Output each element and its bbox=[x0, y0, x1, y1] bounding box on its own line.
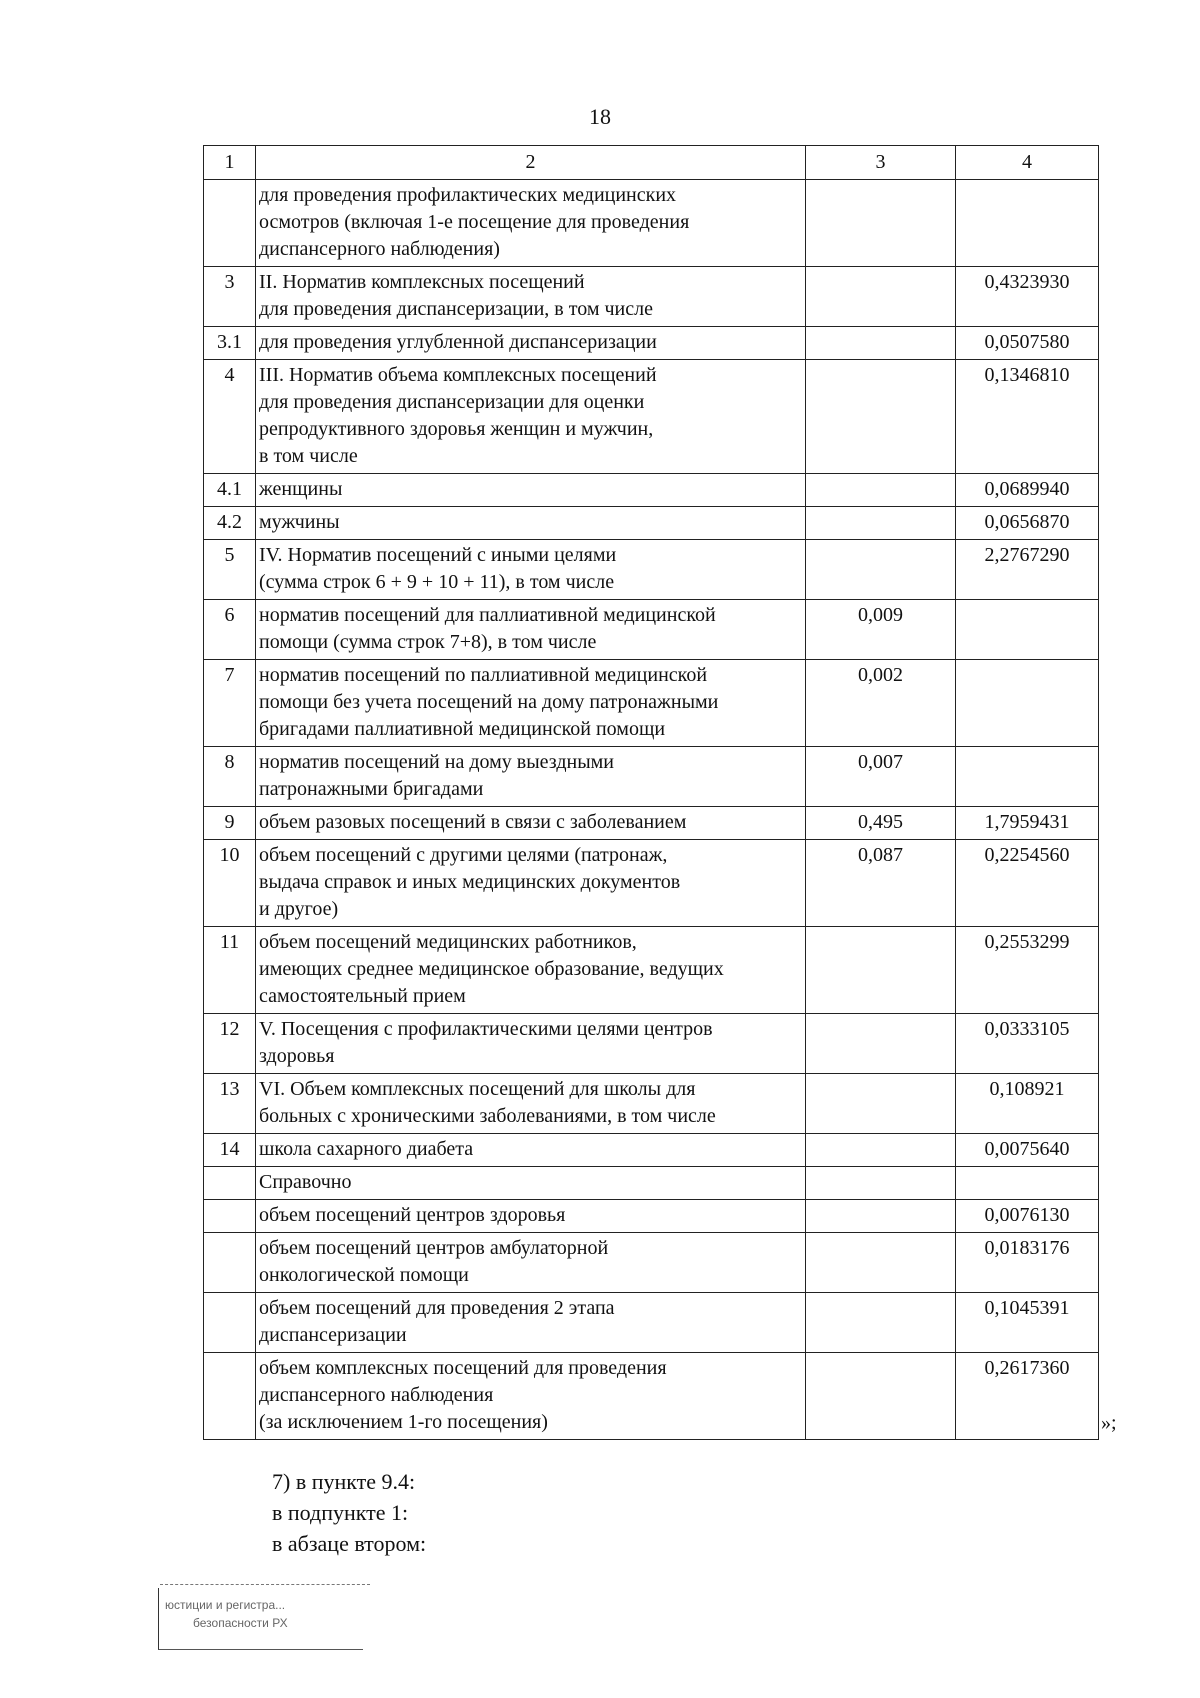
row-value-col3: 0,009 bbox=[806, 600, 956, 660]
row-number bbox=[204, 1200, 256, 1233]
row-value-col4: 0,2553299 bbox=[956, 927, 1099, 1014]
row-number: 10 bbox=[204, 840, 256, 927]
row-value-col4: 0,0656870 bbox=[956, 507, 1099, 540]
row-value-col4: 0,0075640 bbox=[956, 1134, 1099, 1167]
row-value-col3 bbox=[806, 1233, 956, 1293]
table-row bbox=[204, 360, 1099, 474]
row-value-col4 bbox=[956, 180, 1099, 267]
table-row bbox=[204, 1167, 1099, 1200]
table-row bbox=[204, 1233, 1099, 1293]
column-header-3: 3 bbox=[806, 146, 956, 180]
row-value-col4: 0,0183176 bbox=[956, 1233, 1099, 1293]
row-value-col4: 0,0076130 bbox=[956, 1200, 1099, 1233]
row-value-col3 bbox=[806, 327, 956, 360]
row-number: 4 bbox=[204, 360, 256, 474]
row-description: норматив посещений для паллиативной медицинской помощи (сумма строк 7+8), в том числе bbox=[256, 600, 806, 660]
row-value-col4: 0,2254560 bbox=[956, 840, 1099, 927]
row-value-col3: 0,087 bbox=[806, 840, 956, 927]
row-description: школа сахарного диабета bbox=[256, 1134, 806, 1167]
row-value-col3 bbox=[806, 927, 956, 1014]
amendment-item: 7) в пункте 9.4: bbox=[272, 1469, 416, 1494]
row-value-col3 bbox=[806, 1074, 956, 1134]
table-row bbox=[204, 1293, 1099, 1353]
row-value-col4: 0,1045391 bbox=[956, 1293, 1099, 1353]
row-description: объем посещений с другими целями (патронаж, выдача справок и иных медицинских документов и другое) bbox=[256, 840, 806, 927]
row-value-col4 bbox=[956, 1167, 1099, 1200]
row-value-col4 bbox=[956, 600, 1099, 660]
row-number: 12 bbox=[204, 1014, 256, 1074]
table-row bbox=[204, 474, 1099, 507]
row-description: VI. Объем комплексных посещений для школы для больных с хроническими заболеваниями, в том числе bbox=[256, 1074, 806, 1134]
row-description: мужчины bbox=[256, 507, 806, 540]
row-description: V. Посещения с профилактическими целями центров здоровья bbox=[256, 1014, 806, 1074]
row-description: норматив посещений по паллиативной медицинской помощи без учета посещений на дому патронажными бригадами паллиативной медицинской помощи bbox=[256, 660, 806, 747]
row-value-col3: 0,007 bbox=[806, 747, 956, 807]
row-value-col3 bbox=[806, 1293, 956, 1353]
row-number: 3 bbox=[204, 267, 256, 327]
row-description: объем посещений центров здоровья bbox=[256, 1200, 806, 1233]
table-row bbox=[204, 1134, 1099, 1167]
stamp-divider bbox=[160, 1584, 370, 1585]
row-description: объем посещений центров амбулаторной онкологической помощи bbox=[256, 1233, 806, 1293]
table-row bbox=[204, 600, 1099, 660]
row-value-col3 bbox=[806, 267, 956, 327]
table-row bbox=[204, 1014, 1099, 1074]
row-number bbox=[204, 180, 256, 267]
table-row bbox=[204, 180, 1099, 267]
table-header-row bbox=[204, 146, 1099, 180]
table-row bbox=[204, 267, 1099, 327]
row-value-col4 bbox=[956, 660, 1099, 747]
row-number: 5 bbox=[204, 540, 256, 600]
table-body bbox=[204, 180, 1099, 1440]
table-row bbox=[204, 1353, 1099, 1440]
row-value-col4: 0,1346810 bbox=[956, 360, 1099, 474]
row-value-col4 bbox=[956, 747, 1099, 807]
row-description: для проведения профилактических медицинских осмотров (включая 1-е посещение для проведения диспансерного наблюдения) bbox=[256, 180, 806, 267]
table-row bbox=[204, 1074, 1099, 1134]
row-number: 6 bbox=[204, 600, 256, 660]
row-number: 11 bbox=[204, 927, 256, 1014]
column-header-2: 2 bbox=[256, 146, 806, 180]
column-header-4: 4 bbox=[956, 146, 1099, 180]
table-row bbox=[204, 840, 1099, 927]
row-description: III. Норматив объема комплексных посещений для проведения диспансеризации для оценки репродуктивного здоровья женщин и мужчин, в том числе bbox=[256, 360, 806, 474]
row-number: 13 bbox=[204, 1074, 256, 1134]
row-value-col3 bbox=[806, 1167, 956, 1200]
table-row bbox=[204, 927, 1099, 1014]
row-number: 7 bbox=[204, 660, 256, 747]
row-number: 4.1 bbox=[204, 474, 256, 507]
table-row bbox=[204, 1200, 1099, 1233]
subitem-line: в подпункте 1: bbox=[272, 1500, 409, 1525]
paragraph-line: в абзаце втором: bbox=[272, 1531, 427, 1556]
column-header-1: 1 bbox=[204, 146, 256, 180]
row-value-col3: 0,495 bbox=[806, 807, 956, 840]
row-value-col3 bbox=[806, 1200, 956, 1233]
row-number bbox=[204, 1293, 256, 1353]
table-row bbox=[204, 507, 1099, 540]
row-value-col3 bbox=[806, 474, 956, 507]
row-value-col4: 1,7959431 bbox=[956, 807, 1099, 840]
row-value-col3 bbox=[806, 1134, 956, 1167]
row-value-col3 bbox=[806, 1353, 956, 1440]
table-row bbox=[204, 327, 1099, 360]
row-description: Справочно bbox=[256, 1167, 806, 1200]
stamp-line-1: юстиции и регистра... bbox=[165, 1598, 286, 1612]
table-row bbox=[204, 807, 1099, 840]
row-description: объем разовых посещений в связи с заболеванием bbox=[256, 807, 806, 840]
table-row bbox=[204, 540, 1099, 600]
row-value-col3: 0,002 bbox=[806, 660, 956, 747]
row-value-col3 bbox=[806, 540, 956, 600]
row-value-col3 bbox=[806, 360, 956, 474]
stamp-line-2: безопасности РХ bbox=[193, 1616, 288, 1630]
row-value-col3 bbox=[806, 180, 956, 267]
row-description: объем посещений медицинских работников, имеющих среднее медицинское образование, ведущих самостоятельный прием bbox=[256, 927, 806, 1014]
row-value-col3 bbox=[806, 507, 956, 540]
row-description: IV. Норматив посещений с иными целями (сумма строк 6 + 9 + 10 + 11), в том числе bbox=[256, 540, 806, 600]
row-value-col4: 0,0689940 bbox=[956, 474, 1099, 507]
row-number: 3.1 bbox=[204, 327, 256, 360]
row-value-col4: 0,108921 bbox=[956, 1074, 1099, 1134]
row-value-col3 bbox=[806, 1014, 956, 1074]
row-number: 14 bbox=[204, 1134, 256, 1167]
page-number: 18 bbox=[589, 104, 611, 129]
row-description: норматив посещений на дому выездными патронажными бригадами bbox=[256, 747, 806, 807]
row-number: 8 bbox=[204, 747, 256, 807]
table-row bbox=[204, 660, 1099, 747]
norms-table bbox=[203, 145, 1099, 1440]
row-number: 9 bbox=[204, 807, 256, 840]
row-description: объем посещений для проведения 2 этапа диспансеризации bbox=[256, 1293, 806, 1353]
row-number bbox=[204, 1167, 256, 1200]
closing-quote: »; bbox=[1101, 1412, 1117, 1434]
row-value-col4: 0,2617360 bbox=[956, 1353, 1099, 1440]
row-description: II. Норматив комплексных посещений для проведения диспансеризации, в том числе bbox=[256, 267, 806, 327]
row-description: для проведения углубленной диспансеризации bbox=[256, 327, 806, 360]
row-value-col4: 2,2767290 bbox=[956, 540, 1099, 600]
row-value-col4: 0,4323930 bbox=[956, 267, 1099, 327]
row-description: объем комплексных посещений для проведения диспансерного наблюдения (за исключением 1-го посещения) bbox=[256, 1353, 806, 1440]
following-text bbox=[272, 1466, 426, 1559]
row-value-col4: 0,0333105 bbox=[956, 1014, 1099, 1074]
table-row bbox=[204, 747, 1099, 807]
row-number bbox=[204, 1353, 256, 1440]
approval-stamp bbox=[158, 1588, 363, 1650]
row-number bbox=[204, 1233, 256, 1293]
row-description: женщины bbox=[256, 474, 806, 507]
row-value-col4: 0,0507580 bbox=[956, 327, 1099, 360]
row-number: 4.2 bbox=[204, 507, 256, 540]
